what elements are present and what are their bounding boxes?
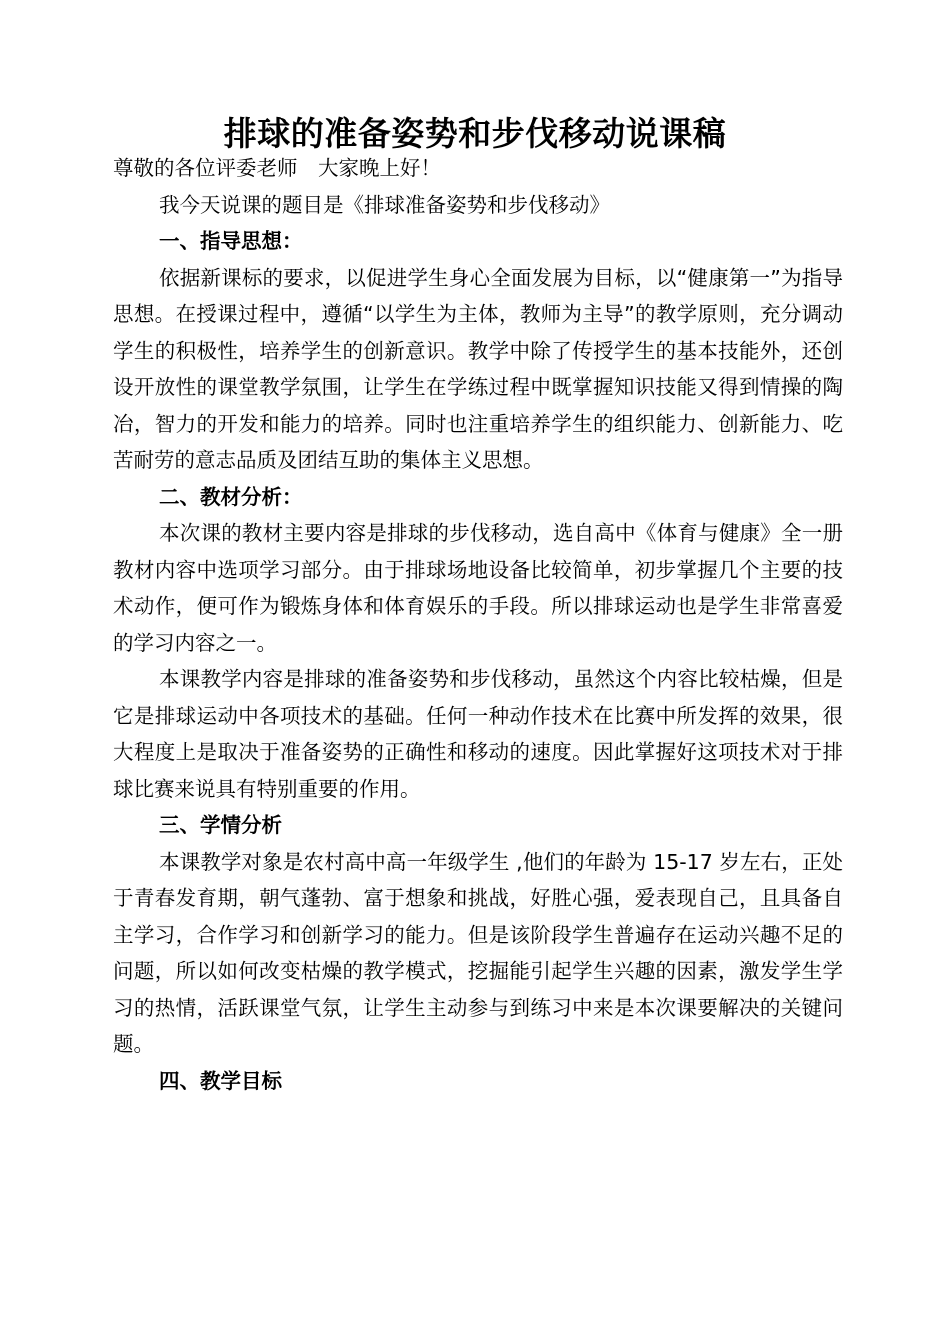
section-heading-material-analysis: 二、教材分析： — [159, 484, 303, 509]
section-heading-teaching-goals: 四、教学目标 — [159, 1068, 282, 1093]
paragraph-student-analysis: 本课教学对象是农村高中高一年级学生 ,他们的年龄为 15-17 岁左右，正处于青春发育期，朝气蓬勃、富于想象和挑战，好胜心强，爱表现自己，且具备自主学习，合作学习和创新学习的能力。但是该阶段学生普遍存在运动兴趣不足的问题，所以如何改变枯燥的教学模式，挖掘能引起学生兴趣的因素，激发学生学习的热情，活跃课堂气氛，让学生主动参与到练习中来是本次课要解决的关键问题。 — [113, 849, 843, 1056]
intro-line: 我今天说课的题目是《排球准备姿势和步伐移动》 — [159, 192, 610, 217]
paragraph-material-analysis-1: 本次课的教材主要内容是排球的步伐移动，选自高中《体育与健康》全一册教材内容中选项学习部分。由于排球场地设备比较简单，初步掌握几个主要的技术动作，便可作为锻炼身体和体育娱乐的手段。所以排球运动也是学生非常喜爱的学习内容之一。 — [113, 521, 843, 655]
document-body — [113, 150, 843, 1099]
section-heading-student-analysis: 三、学情分析 — [159, 813, 282, 837]
section-heading-guiding-ideology: 一、指导思想： — [159, 229, 303, 253]
greeting-line: 尊敬的各位评委老师 大家晚上好！ — [113, 156, 441, 180]
paragraph-guiding-ideology: 依据新课标的要求，以促进学生身心全面发展为目标，以“健康第一”为指导思想。在授课过程中，遵循“以学生为主体，教师为主导”的教学原则，充分调动学生的积极性，培养学生的创新意识。教学中除了传授学生的基本技能外，还创设开放性的课堂教学氛围，让学生在学练过程中既掌握知识技能又得到情操的陶冶，智力的开发和能力的培养。同时也注重培养学生的组织能力、创新能力、吃苦耐劳的意志品质及团结互助的集体主义思想。 — [113, 265, 843, 472]
document-title: 排球的准备姿势和步伐移动说课稿 — [223, 114, 727, 154]
paragraph-material-analysis-2: 本课教学内容是排球的准备姿势和步伐移动，虽然这个内容比较枯燥，但是它是排球运动中各项技术的基础。任何一种动作技术在比赛中所发挥的效果，很大程度上是取决于准备姿势的正确性和移动的速度。因此掌握好这项技术对于排球比赛来说具有特别重要的作用。 — [113, 667, 843, 801]
